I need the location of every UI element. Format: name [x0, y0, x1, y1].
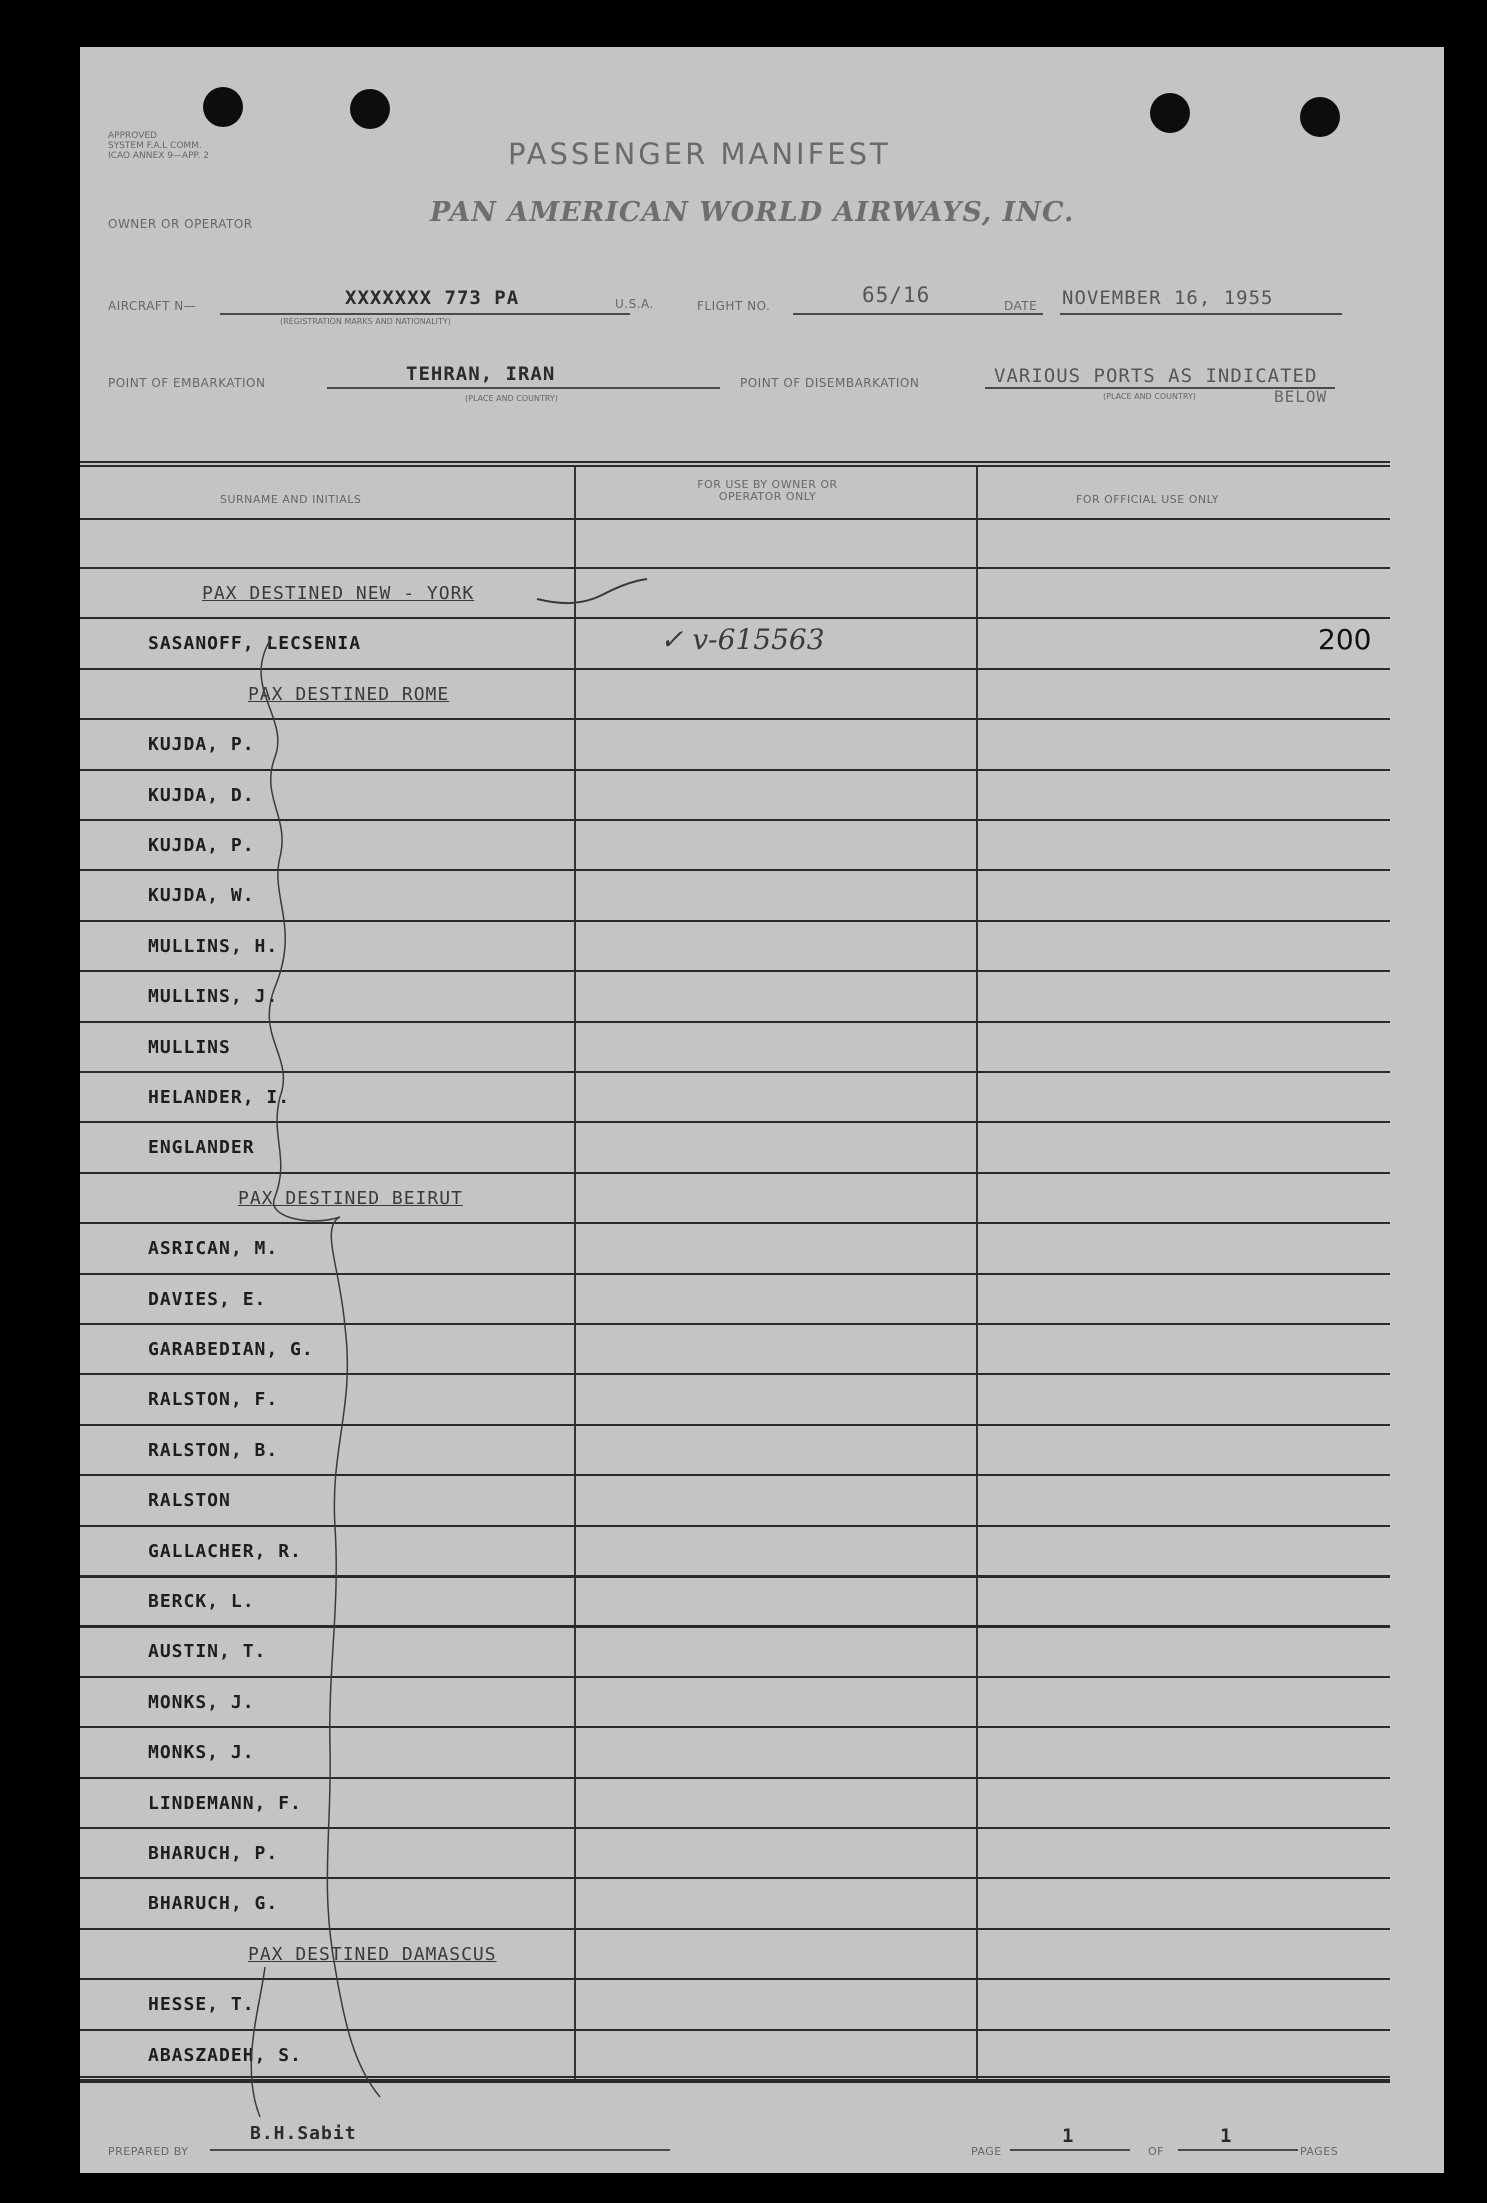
column-header-surname: SURNAME AND INITIALS	[220, 493, 362, 506]
passenger-name: KUJDA, W.	[148, 885, 255, 906]
passenger-name: MULLINS, H.	[148, 936, 279, 957]
passenger-name: GALLACHER, R.	[148, 1541, 302, 1562]
punch-hole	[1150, 93, 1190, 133]
passenger-name: AUSTIN, T.	[148, 1641, 267, 1662]
disembarkation-value-continued: BELOW	[1274, 387, 1328, 406]
embarkation-label: POINT OF EMBARKATION	[108, 376, 266, 390]
row-rule	[80, 617, 1390, 619]
aircraft-underline	[220, 313, 630, 315]
passenger-name: ENGLANDER	[148, 1137, 255, 1158]
punch-hole	[350, 89, 390, 129]
passenger-name: RALSTON, B.	[148, 1440, 279, 1461]
of-label: OF	[1148, 2145, 1164, 2158]
punch-hole	[203, 87, 243, 127]
date-label: DATE	[1004, 299, 1038, 313]
passenger-name: RALSTON	[148, 1490, 231, 1511]
column-divider	[976, 465, 978, 2079]
passenger-name: BERCK, L.	[148, 1591, 255, 1612]
aircraft-value: XXXXXXX 773 PA	[345, 287, 520, 309]
embarkation-value: TEHRAN, IRAN	[406, 363, 556, 385]
owner-note: ✓ v-615563	[660, 623, 825, 656]
disembarkation-label: POINT OF DISEMBARKATION	[740, 376, 920, 390]
prepared-underline	[210, 2149, 670, 2151]
owner-value: PAN AMERICAN WORLD AIRWAYS, INC.	[430, 197, 1075, 228]
flight-value: 65/16	[862, 283, 931, 307]
flight-underline	[793, 313, 1043, 315]
header-rule	[80, 518, 1390, 520]
passenger-name: GARABEDIAN, G.	[148, 1339, 314, 1360]
passenger-name: ASRICAN, M.	[148, 1238, 279, 1259]
passenger-name: MULLINS	[148, 1037, 231, 1058]
page-underline	[1010, 2149, 1130, 2151]
handwritten-checkmark	[532, 577, 652, 617]
approval-block	[108, 131, 209, 161]
passenger-name: SASANOFF, LECSENIA	[148, 633, 362, 654]
form-title: PASSENGER MANIFEST	[508, 137, 891, 171]
owner-label: OWNER OR OPERATOR	[108, 217, 253, 231]
disembarkation-caption: (PLACE AND COUNTRY)	[1103, 392, 1196, 401]
passenger-name: HESSE, T.	[148, 1994, 255, 2015]
aircraft-caption: (REGISTRATION MARKS AND NATIONALITY)	[280, 317, 451, 326]
passenger-name: MONKS, J.	[148, 1742, 255, 1763]
passenger-name: KUJDA, D.	[148, 785, 255, 806]
pages-label: PAGES	[1300, 2145, 1339, 2158]
passenger-name: BHARUCH, P.	[148, 1843, 279, 1864]
passenger-name: LINDEMANN, F.	[148, 1793, 302, 1814]
page-label: PAGE	[971, 2145, 1002, 2158]
usa-label: U.S.A.	[615, 297, 654, 311]
handwritten-bracket	[180, 627, 440, 2173]
embarkation-caption: (PLACE AND COUNTRY)	[465, 394, 558, 403]
disembarkation-value: VARIOUS PORTS AS INDICATED	[994, 365, 1318, 387]
table-top-rule	[80, 465, 1390, 467]
table-top-rule	[80, 461, 1390, 463]
date-underline	[1060, 313, 1342, 315]
date-value: NOVEMBER 16, 1955	[1062, 287, 1274, 309]
pages-underline	[1178, 2149, 1298, 2151]
row-rule	[80, 567, 1390, 569]
passenger-name: DAVIES, E.	[148, 1289, 267, 1310]
prepared-value: B.H.Sabit	[250, 2123, 357, 2144]
punch-hole	[1300, 97, 1340, 137]
pages-value: 1	[1220, 2125, 1233, 2147]
aircraft-label: AIRCRAFT N—	[108, 299, 197, 313]
prepared-label: PREPARED BY	[108, 2145, 189, 2158]
manifest-sheet	[80, 47, 1444, 2173]
column-divider	[574, 465, 576, 2079]
passenger-name: ABASZADEH, S.	[148, 2045, 302, 2066]
passenger-name: BHARUCH, G.	[148, 1893, 279, 1914]
destination-section: PAX DESTINED ROME	[248, 684, 450, 705]
passenger-name: RALSTON, F.	[148, 1389, 279, 1410]
embarkation-underline	[327, 387, 720, 389]
page-value: 1	[1062, 2125, 1075, 2147]
passenger-name: MULLINS, J.	[148, 986, 279, 1007]
destination-section: PAX DESTINED NEW - YORK	[202, 583, 475, 604]
destination-section: PAX DESTINED DAMASCUS	[248, 1944, 497, 1965]
column-header-owner: FOR USE BY OWNER OR OPERATOR ONLY	[697, 478, 838, 503]
approved-line: ICAO ANNEX 9—APP. 2	[108, 151, 209, 161]
approved-line: APPROVED	[108, 131, 157, 141]
passenger-name: MONKS, J.	[148, 1692, 255, 1713]
destination-section: PAX DESTINED BEIRUT	[238, 1188, 463, 1209]
flight-label: FLIGHT NO.	[697, 299, 771, 313]
column-header-official: FOR OFFICIAL USE ONLY	[1076, 493, 1220, 506]
passenger-name: HELANDER, I.	[148, 1087, 291, 1108]
approved-line: SYSTEM F.A.L COMM.	[108, 141, 202, 151]
passenger-name: KUJDA, P.	[148, 835, 255, 856]
official-value: 200	[1318, 623, 1372, 656]
passenger-name: KUJDA, P.	[148, 734, 255, 755]
